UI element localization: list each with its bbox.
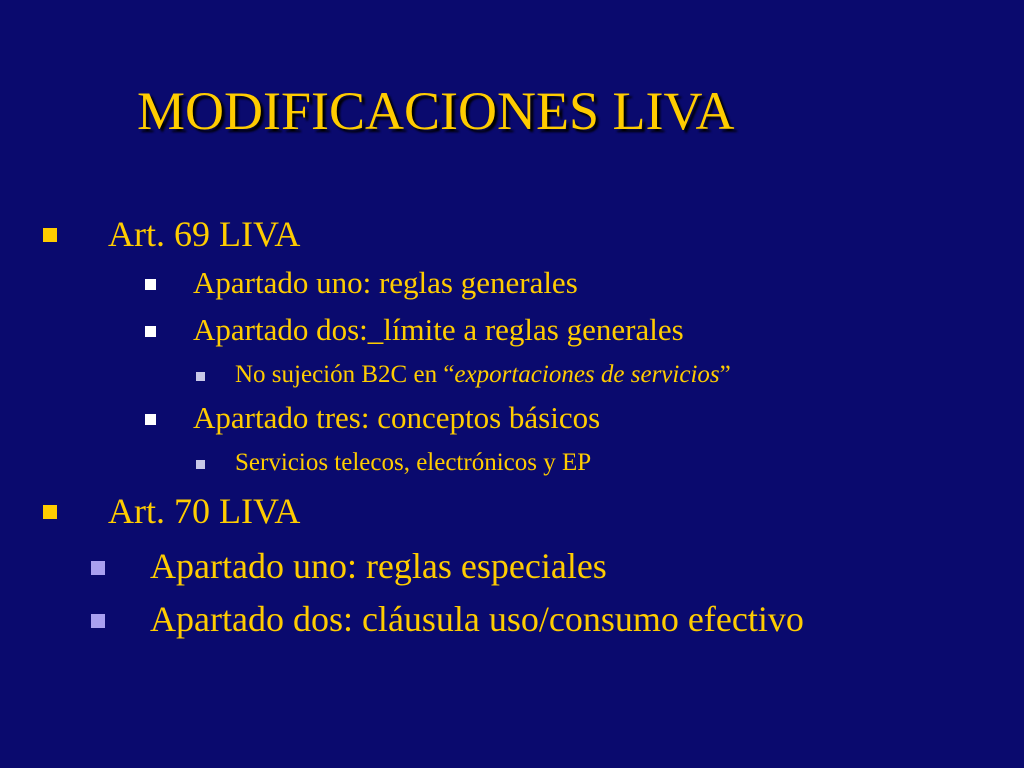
square-bullet-icon: [145, 279, 156, 290]
bullet-text: Apartado uno: reglas generales: [193, 265, 578, 300]
square-bullet-icon: [43, 505, 57, 519]
square-bullet-icon: [196, 460, 205, 469]
bullet-text: Art. 69 LIVA: [108, 214, 301, 254]
bullet-text: [235, 360, 731, 390]
bullet-text: Art. 70 LIVA: [108, 491, 301, 531]
bullet-text-suffix: ”: [719, 361, 731, 388]
bullet-text-emphasis: exportaciones de servicios: [454, 361, 720, 388]
square-bullet-icon: [145, 414, 156, 425]
bullet-text: Apartado dos: cláusula uso/consumo efectivo: [150, 599, 804, 639]
bullet-text: Apartado uno: reglas especiales: [150, 546, 607, 586]
square-bullet-icon: [91, 561, 105, 575]
bullet-text: Servicios telecos, electrónicos y EP: [235, 449, 592, 476]
square-bullet-icon: [145, 326, 156, 337]
square-bullet-icon: [196, 372, 205, 381]
bullet-text-prefix: No sujeción B2C en “: [235, 361, 455, 388]
slide-title: MODIFICACIONES LIVA: [137, 81, 735, 141]
square-bullet-icon: [91, 614, 105, 628]
square-bullet-icon: [43, 228, 57, 242]
bullet-text: Apartado tres: conceptos básicos: [193, 400, 601, 435]
bullet-text: Apartado dos:_límite a reglas generales: [193, 312, 684, 347]
